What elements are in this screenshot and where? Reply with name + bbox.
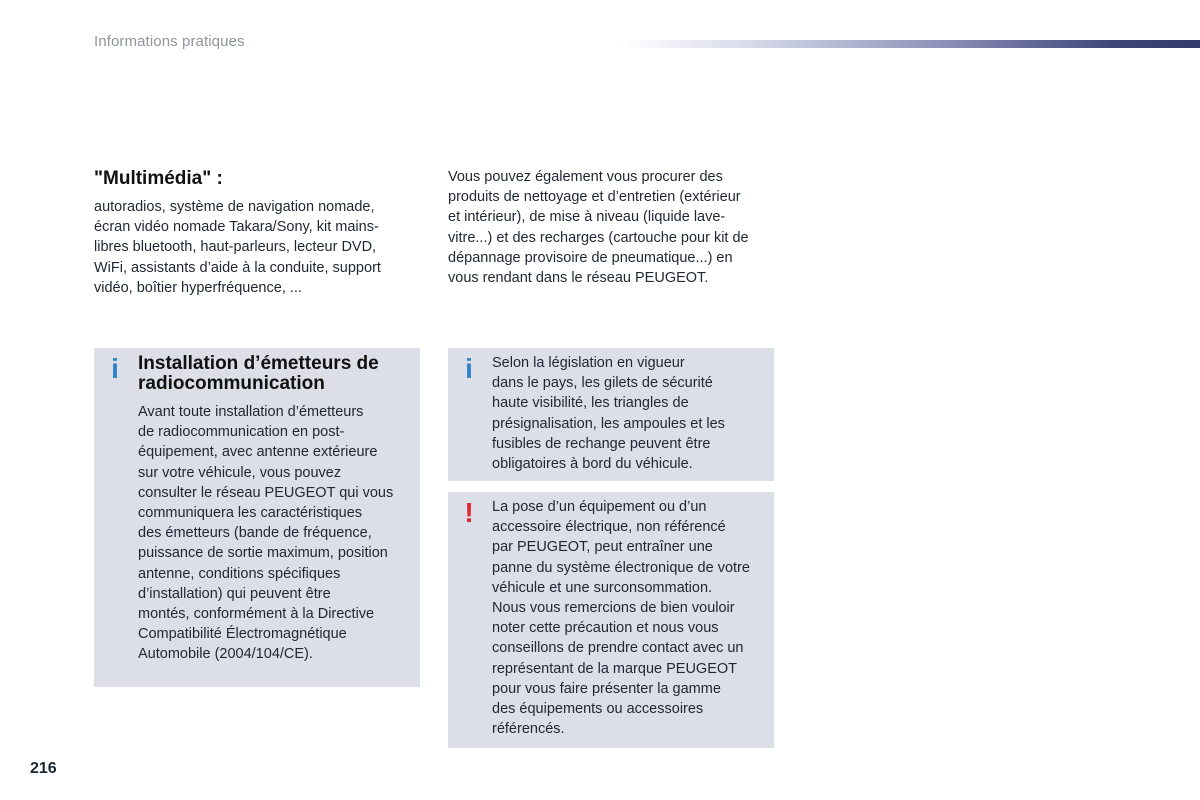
text-line: Compatibilité Électromagnétique: [138, 626, 347, 643]
text-line: panne du système électronique de votre: [492, 559, 750, 576]
text-line: vitre...) et des recharges (cartouche pour kit de: [448, 229, 749, 246]
text-line: vous rendant dans le réseau PEUGEOT.: [448, 270, 709, 287]
text-line: autoradios, système de navigation nomade,: [94, 199, 375, 215]
text-line: conseillons de prendre contact avec un: [492, 640, 744, 657]
text-line: antenne, conditions spécifiques: [138, 565, 341, 582]
text-line: référencés.: [492, 721, 565, 738]
multimedia-paragraph: [94, 197, 414, 298]
text-line: véhicule et une surconsommation.: [492, 579, 713, 596]
text-line: d’installation) qui peuvent être: [138, 585, 331, 602]
text-line: produits de nettoyage et d’entretien (extérieur: [448, 189, 741, 206]
text-line: sur votre véhicule, vous pouvez: [138, 464, 342, 481]
installation-info-box: [94, 348, 420, 687]
text-line: Vous pouvez également vous procurer des: [448, 169, 723, 185]
text-line: communiquera les caractéristiques: [138, 505, 363, 522]
text-line: par PEUGEOT, peut entraîner une: [492, 539, 713, 556]
installation-title: [138, 354, 413, 394]
text-line: et intérieur), de mise à niveau (liquide lave-: [448, 209, 726, 226]
text-line: Avant toute installation d’émetteurs: [138, 404, 364, 420]
text-line: libres bluetooth, haut-parleurs, lecteur DVD,: [94, 239, 377, 256]
text-line: dépannage provisoire de pneumatique...) en: [448, 249, 733, 266]
text-line: accessoire électrique, non référencé: [492, 519, 726, 536]
text-line: noter cette précaution et nous vous: [492, 620, 719, 637]
warning-icon: !: [464, 497, 474, 528]
text-line: des équipements ou accessoires: [492, 701, 704, 718]
text-line: La pose d’un équipement ou d’un: [492, 499, 707, 515]
text-line: WiFi, assistants d’aide à la conduite, support: [94, 259, 381, 276]
warning-text: [492, 497, 768, 739]
legislation-info-box: [448, 348, 774, 481]
text-line: représentant de la marque PEUGEOT: [492, 660, 738, 677]
text-line: Selon la législation en vigueur: [492, 355, 685, 371]
warning-box: [448, 492, 774, 748]
installation-text: [138, 402, 414, 665]
text-line: montés, conformément à la Directive: [138, 606, 375, 623]
legislation-text: [492, 353, 768, 474]
info-icon: i: [465, 353, 473, 384]
text-line: des émetteurs (bande de fréquence,: [138, 525, 372, 542]
page-number: 216: [30, 760, 57, 777]
text-line: dans le pays, les gilets de sécurité: [492, 375, 713, 392]
title-line: radiocommunication: [138, 373, 325, 394]
text-line: haute visibilité, les triangles de: [492, 395, 689, 412]
text-line: Automobile (2004/104/CE).: [138, 646, 313, 663]
text-line: obligatoires à bord du véhicule.: [492, 456, 693, 473]
text-line: consulter le réseau PEUGEOT qui vous: [138, 484, 394, 501]
text-line: vidéo, boîtier hyperfréquence, ...: [94, 279, 302, 296]
text-line: pour vous faire présenter la gamme: [492, 680, 721, 697]
header-decor-bar: [620, 40, 1200, 48]
text-line: fusibles de rechange peuvent être: [492, 435, 711, 452]
multimedia-heading: "Multimédia" :: [94, 168, 223, 189]
section-label: Informations pratiques: [94, 33, 245, 50]
title-line: Installation d’émetteurs de: [138, 353, 379, 374]
products-paragraph: [448, 167, 778, 288]
text-line: équipement, avec antenne extérieure: [138, 444, 378, 461]
text-line: présignalisation, les ampoules et les: [492, 415, 725, 432]
text-line: Nous vous remercions de bien vouloir: [492, 600, 735, 617]
info-icon: i: [111, 353, 119, 384]
text-line: de radiocommunication en post-: [138, 424, 345, 441]
text-line: écran vidéo nomade Takara/Sony, kit mains-: [94, 219, 379, 236]
text-line: puissance de sortie maximum, position: [138, 545, 388, 562]
